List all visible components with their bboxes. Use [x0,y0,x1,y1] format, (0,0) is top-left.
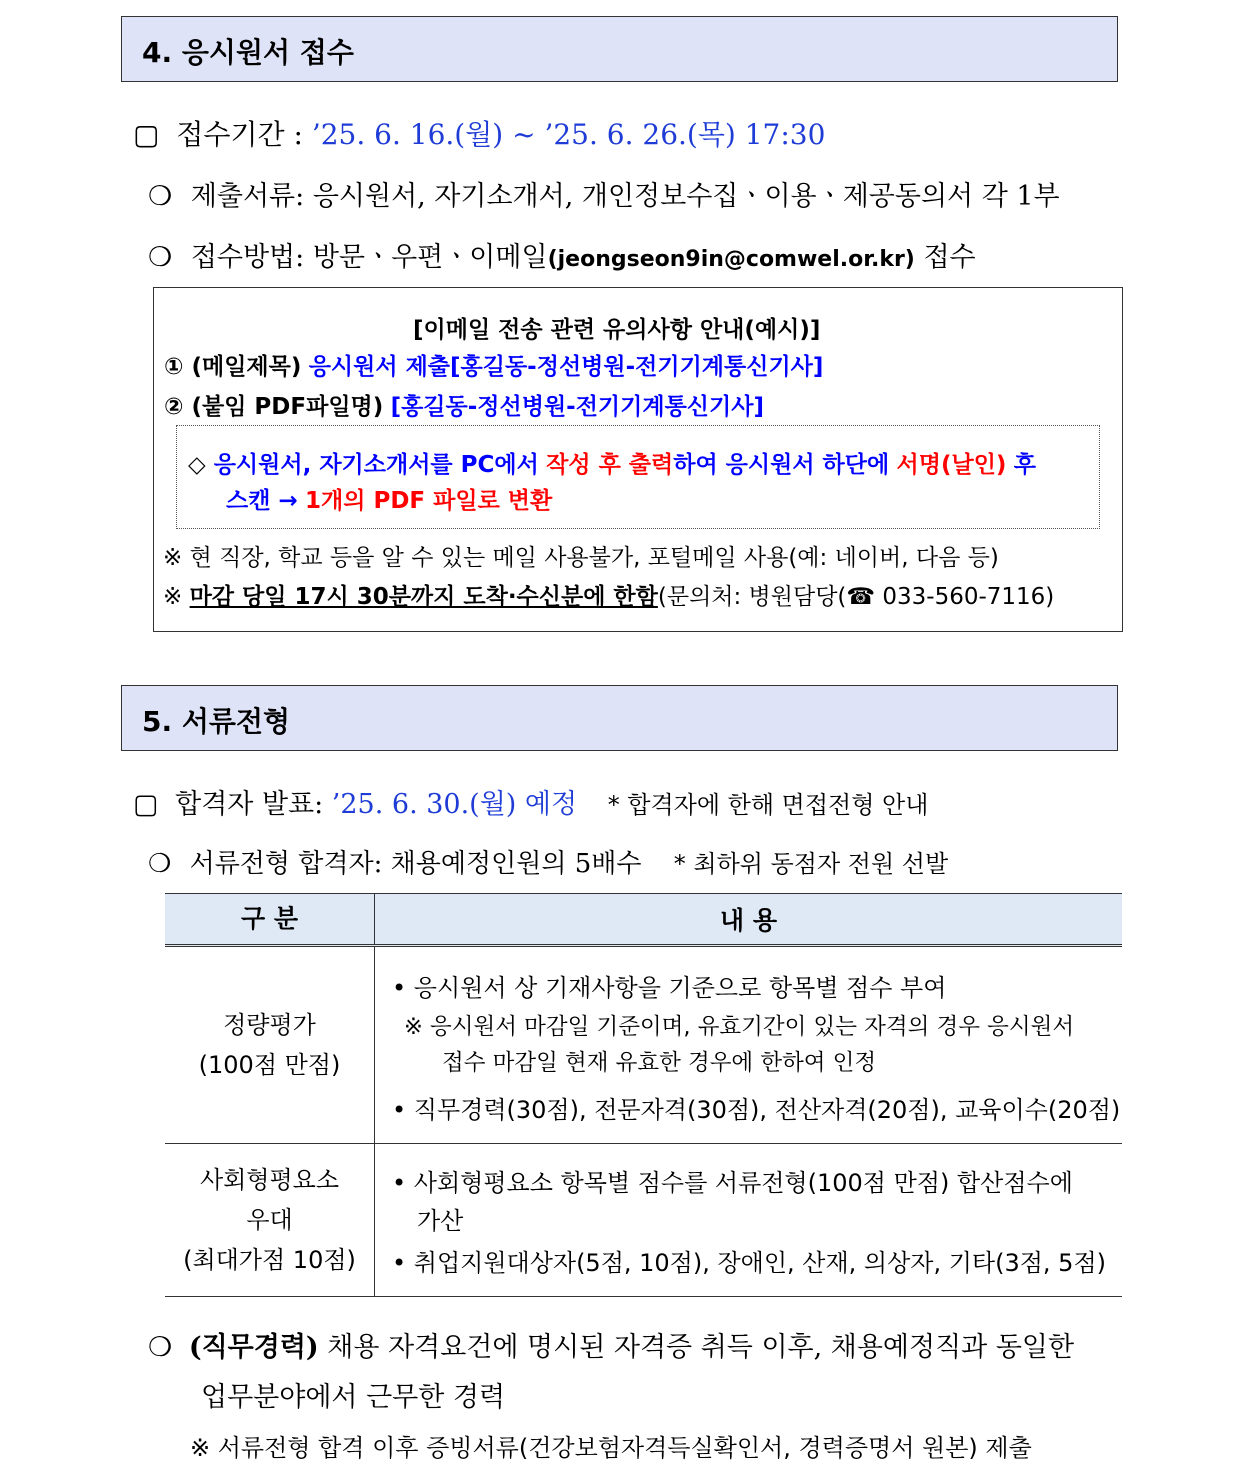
note-mark: ※ [163,584,183,610]
career-label: (직무경력) [188,1332,319,1363]
category-line: (100점 만점) [198,1051,341,1079]
circle-bullet-icon: ❍ [148,1332,173,1363]
content-line: 접수 마감일 현재 유효한 경우에 한하여 인정 [442,1050,877,1076]
item1-value: 응시원서 제출[홍길동-정선병원-전기기계통신기사] [308,354,824,380]
career-note: ※ 서류전형 합격 이후 증빙서류(건강보험자격득실확인서, 경력증명서 원본) 제출 [190,1434,1032,1462]
contact-note: (문의처: 병원담당(☎ 033-560-7116) [657,584,1055,610]
row-category [165,1144,375,1297]
section-5-header [121,685,1118,751]
circle-bullet-icon: ❍ [148,242,173,273]
passers-line [148,843,948,880]
pdf-text-part: 응시원서, 자기소개서를 PC에서 [213,452,539,478]
notice-title: [이메일 전송 관련 유의사항 안내(예시)] [413,317,821,343]
career-line-2: 업무분야에서 근무한 경력 [201,1382,506,1413]
announce-note: * 합격자에 한해 면접전형 안내 [607,791,929,819]
pdf-instruction-line-1 [188,446,1036,479]
docs-text: 제출서류: 응시원서, 자기소개서, 개인정보수집ㆍ이용ㆍ제공동의서 각 1부 [190,181,1060,212]
circle-bullet-icon: ❍ [148,181,173,212]
category-line: 정량평가 [223,1011,316,1039]
section-5-title: 5. 서류전형 [142,705,291,738]
period-value: ’25. 6. 16.(월) ~ ’25. 6. 26.(목) 17:30 [311,118,826,151]
notice-note-1: ※ 현 직장, 학교 등을 알 수 있는 메일 사용불가, 포털메일 사용(예: 네이버, 다음 등) [163,545,999,571]
evaluation-table [165,893,1122,1297]
circle-bullet-icon: ❍ [148,849,172,879]
announce-value: ’25. 6. 30.(월) 예정 [331,789,578,820]
pdf-text-part: 스캔 → [226,488,298,514]
career-line-1 [148,1325,1074,1364]
deadline-note: 마감 당일 17시 30분까지 도착·수신분에 한함 [189,584,658,610]
category-line: (최대가점 10점) [183,1246,356,1274]
header-content: 내 용 [375,894,1123,946]
pdf-text-highlight: 작성 후 출력 [546,452,674,478]
diamond-bullet-icon: ◇ [188,452,206,478]
method-line [148,235,976,274]
pdf-text-highlight: 서명(날인) [896,452,1007,478]
item2-value: [홍길동-정선병원-전기기계통신기사] [390,394,764,420]
item2-label: ② (붙임 PDF파일명) [164,394,384,420]
passers-text: 서류전형 합격자: 채용예정인원의 5배수 [189,849,642,879]
career-text-1: 채용 자격요건에 명시된 자격증 취득 이후, 채용예정직과 동일한 [327,1332,1075,1363]
header-category: 구 분 [165,894,375,946]
square-bullet-icon: ▢ [133,789,159,820]
pdf-text-part: 하여 응시원서 하단에 [673,452,890,478]
passers-note: * 최하위 동점자 전원 선발 [673,850,949,878]
table-header-row [165,894,1122,946]
notice-note-2 [163,578,1054,611]
content-line: • 응시원서 상 기재사항을 기준으로 항목별 점수 부여 [392,974,947,1002]
period-line [133,113,825,153]
section-4-title: 4. 응시원서 접수 [142,36,354,69]
table-row [165,1144,1122,1297]
announce-line [133,782,928,821]
pdf-text-highlight: 1개의 PDF 파일로 변환 [305,488,553,514]
row-content [375,1144,1123,1297]
notice-item-2 [164,388,764,421]
method-suffix: 접수 [923,242,976,273]
row-content [375,946,1123,1144]
content-line: 가산 [417,1207,464,1235]
announce-label: 합격자 발표: [175,789,324,820]
method-prefix: 접수방법: 방문ㆍ우편ㆍ이메일 [190,242,548,273]
docs-line [148,174,1060,213]
pdf-text-part: 후 [1013,452,1036,478]
content-line: ※ 응시원서 마감일 기준이며, 유효기간이 있는 자격의 경우 응시원서 [404,1014,1075,1040]
square-bullet-icon: ▢ [133,118,160,151]
period-label: 접수기간 : [176,118,303,151]
table-row [165,946,1122,1144]
pdf-instruction-line-2 [226,482,552,515]
content-line: • 사회형평요소 항목별 점수를 서류전형(100점 만점) 합산점수에 [392,1169,1073,1197]
content-line: • 직무경력(30점), 전문자격(30점), 전산자격(20점), 교육이수(20점) [392,1096,1121,1124]
item1-label: ① (메일제목) [164,354,302,380]
notice-item-1 [164,348,823,381]
category-line: 우대 [246,1206,293,1234]
content-line: • 취업지원대상자(5점, 10점), 장애인, 산재, 의상자, 기타(3점, 5점) [392,1249,1106,1277]
row-category [165,946,375,1144]
category-line: 사회형평요소 [199,1166,340,1194]
section-4-header [121,16,1118,82]
email-address: (jeongseon9in@comwel.or.kr) [547,247,915,272]
